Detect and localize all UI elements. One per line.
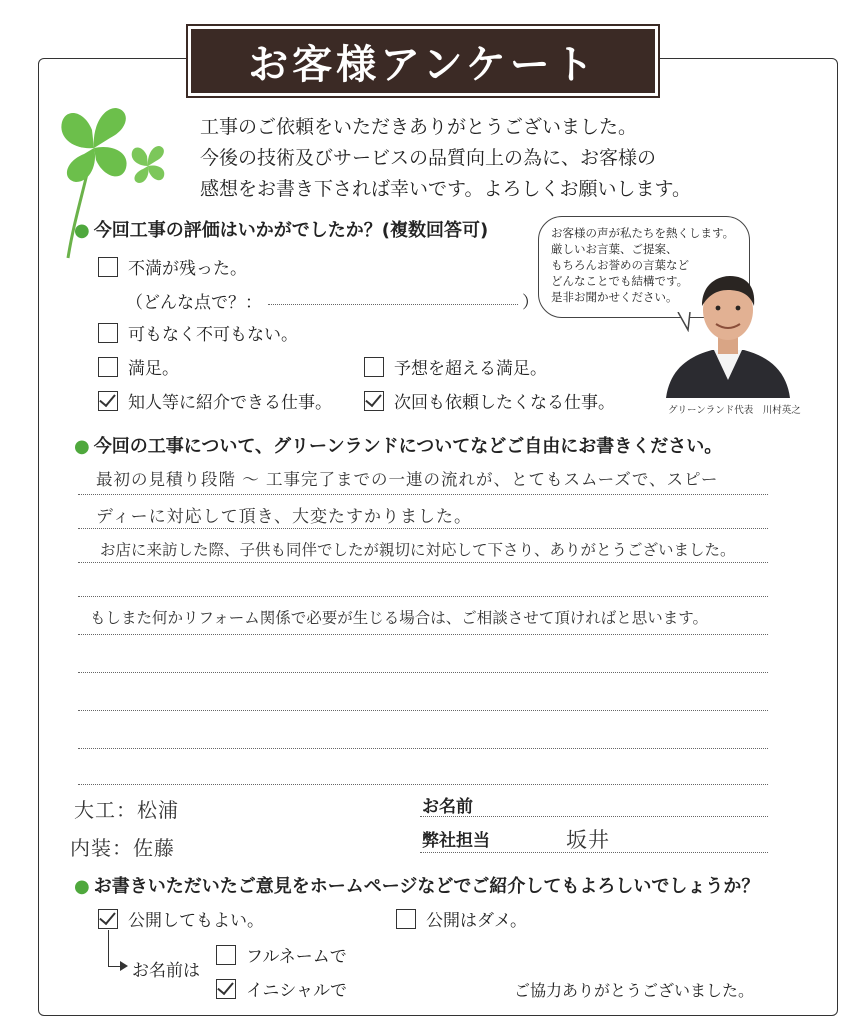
ruled-line xyxy=(78,672,768,673)
ruled-line xyxy=(78,784,768,785)
checkbox-checked[interactable] xyxy=(98,391,118,411)
checkbox[interactable] xyxy=(98,257,118,277)
q1-option-repeat[interactable] xyxy=(364,388,615,413)
option-label: 知人等に紹介できる仕事。 xyxy=(128,393,332,413)
option-label: 可もなく不可もない。 xyxy=(128,325,298,345)
checkbox[interactable] xyxy=(98,323,118,343)
staff-note: 大工：松浦 xyxy=(74,798,179,822)
q1-hint-label: （どんな点で？： xyxy=(126,293,262,313)
ruled-line xyxy=(78,562,768,563)
staff-label: 弊社担当 xyxy=(422,831,490,851)
checkbox[interactable] xyxy=(364,357,384,377)
ruled-line xyxy=(78,494,768,495)
bubble-line: 是非お聞かせください。 xyxy=(551,290,678,304)
intro-line: 感想をお書き下されば幸いです。よろしくお願いします。 xyxy=(200,178,691,200)
option-label: 予想を超える満足。 xyxy=(394,359,547,379)
answer-line: お店に来訪した際、子供も同伴でしたが親切に対応して下さり、ありがとうございました。 xyxy=(100,541,736,559)
checkbox[interactable] xyxy=(396,909,416,929)
q1-option-beyond[interactable] xyxy=(364,354,547,379)
name-field[interactable] xyxy=(420,816,768,817)
option-label: 満足。 xyxy=(128,359,179,379)
q1-option-dissatisfied[interactable] xyxy=(98,254,247,279)
checkbox[interactable] xyxy=(216,945,236,965)
checkbox-checked[interactable] xyxy=(98,909,118,929)
page-title: お客様アンケート xyxy=(188,26,658,96)
name-prefix xyxy=(132,956,200,981)
q1-hint-close: ） xyxy=(522,293,539,313)
initials-option[interactable] xyxy=(216,976,347,1001)
ruled-line xyxy=(78,528,768,529)
option-label: イニシャルで xyxy=(246,981,347,1001)
staff-value: 坂井 xyxy=(566,828,610,852)
staff-note: 内装：佐藤 xyxy=(70,836,175,860)
name-prefix-text: お名前は xyxy=(132,961,200,981)
q3-title xyxy=(74,872,759,898)
bubble-line: もちろんお誉めの言葉など xyxy=(551,258,689,272)
checkbox-checked[interactable] xyxy=(216,979,236,999)
q1-title-text: 今回工事の評価はいかがでしたか？(複数回答可) xyxy=(93,220,489,241)
option-label: 次回も依頼したくなる仕事。 xyxy=(394,393,615,413)
publish-ng-option[interactable] xyxy=(396,906,527,931)
option-label: 公開してもよい。 xyxy=(128,911,264,931)
bullet-icon: ● xyxy=(74,220,90,241)
intro-text xyxy=(200,112,691,205)
arrow-icon xyxy=(120,961,130,971)
q2-title-text: 今回の工事について、グリーンランドについてなどご自由にお書きください。 xyxy=(93,436,723,457)
publish-ok-option[interactable] xyxy=(98,906,264,931)
q1-option-neutral[interactable] xyxy=(98,320,298,345)
bullet-icon: ● xyxy=(74,876,90,897)
ruled-line xyxy=(78,748,768,749)
clover-small-icon xyxy=(118,136,178,200)
q3-title-text: お書きいただいたご意見をホームページなどでご紹介してもよろしいでしょうか？ xyxy=(93,876,760,897)
answer-line: 最初の見積り段階 ～ 工事完了までの一連の流れが、とてもスムーズで、スピー xyxy=(96,470,719,489)
bubble-line: お客様の声が私たちを熱くします。 xyxy=(551,226,735,240)
bullet-icon: ● xyxy=(74,436,90,457)
checkbox-checked[interactable] xyxy=(364,391,384,411)
president-portrait xyxy=(662,268,794,398)
bubble-line: 厳しいお言葉、ご提案、 xyxy=(551,242,678,256)
portrait-caption: グリーンランド代表 川村英之 xyxy=(668,405,801,416)
q1-option-recommend[interactable] xyxy=(98,388,332,413)
q2-title xyxy=(74,432,722,458)
checkbox[interactable] xyxy=(98,357,118,377)
option-label: 不満が残った。 xyxy=(128,259,247,279)
intro-line: 今後の技術及びサービスの品質向上の為に、お客様の xyxy=(200,147,657,169)
q1-hint-line[interactable] xyxy=(268,304,518,305)
answer-line: ディーに対応して頂き、大変たすかりました。 xyxy=(96,507,472,527)
name-label: お名前 xyxy=(422,797,473,817)
intro-line: 工事のご依頼をいただきありがとうございました。 xyxy=(200,116,638,138)
staff-field[interactable] xyxy=(420,852,768,853)
answer-line: もしまた何かリフォーム関係で必要が生じる場合は、ご相談させて頂ければと思います。 xyxy=(90,609,708,627)
ruled-line xyxy=(78,710,768,711)
ruled-line xyxy=(78,596,768,597)
q1-title xyxy=(74,216,488,242)
option-label: 公開はダメ。 xyxy=(426,911,527,931)
ruled-line xyxy=(78,634,768,635)
q1-option-satisfied[interactable] xyxy=(98,354,179,379)
option-label: フルネームで xyxy=(246,947,347,967)
thanks-message: ご協力ありがとうございました。 xyxy=(514,981,755,1000)
full-name-option[interactable] xyxy=(216,942,347,967)
bubble-line: どんなことでも結構です。 xyxy=(551,274,689,288)
